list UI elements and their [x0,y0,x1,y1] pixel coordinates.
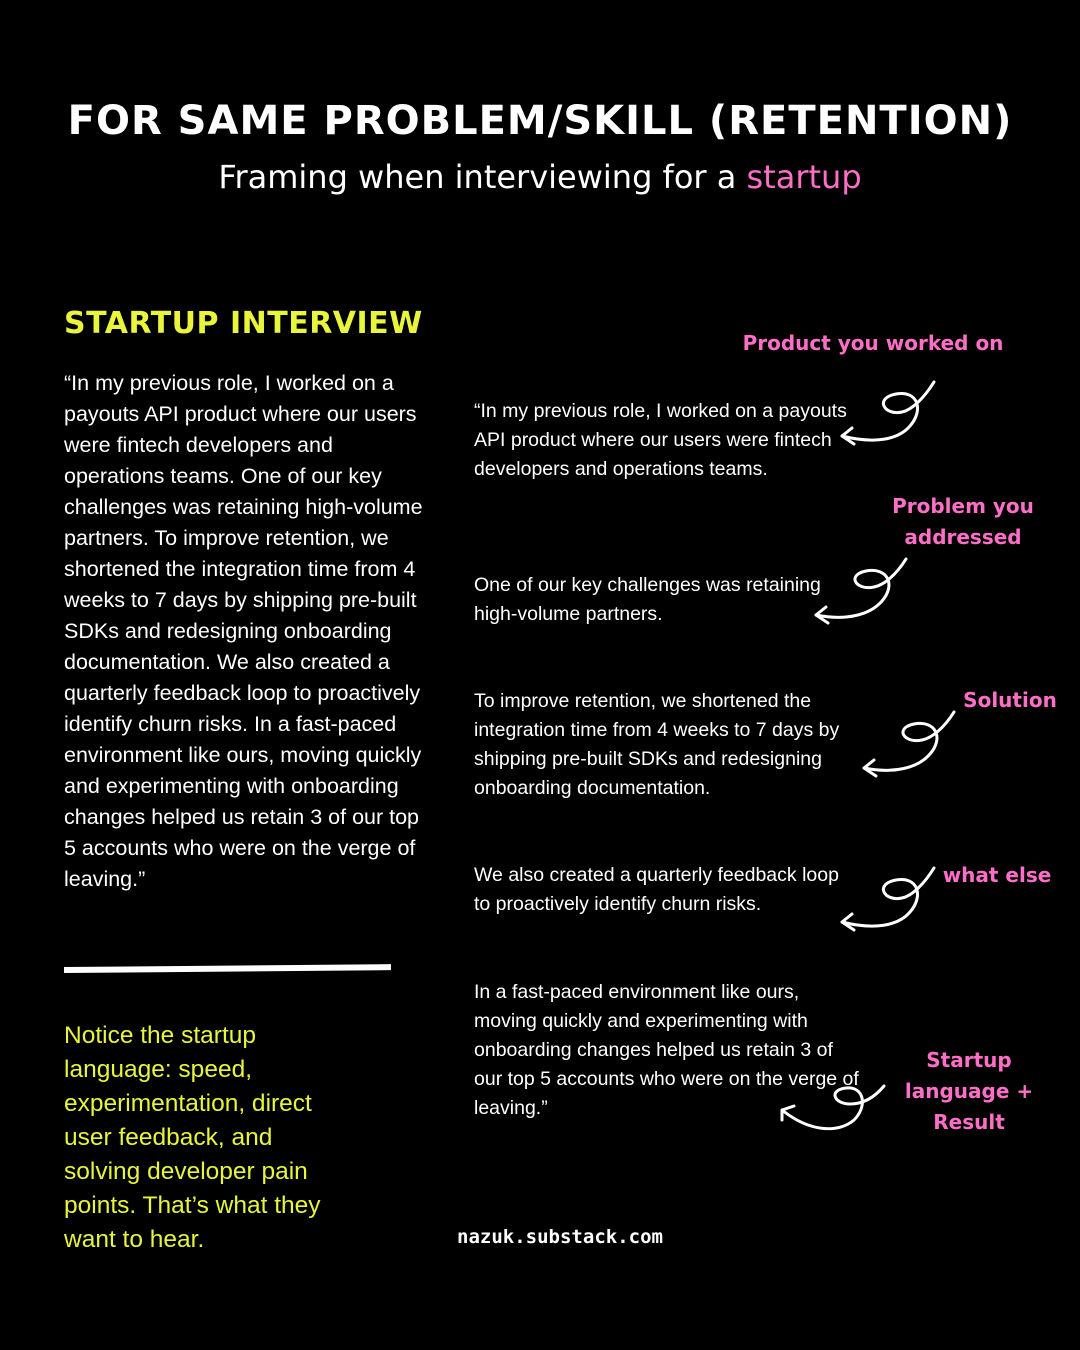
section-heading: STARTUP INTERVIEW [64,306,423,341]
page-subtitle [0,158,1080,196]
label-result: Startup language + Result [904,1048,1034,1134]
label-product: Product you worked on [742,331,1004,355]
startup-language-note: Notice the startup language: speed, experimentation, direct user feedback, and solving developer pain points. That’s what they want to hear. [64,1022,321,1253]
curly-arrow-icon [858,708,968,788]
curly-arrow-icon [810,555,920,635]
page-title: FOR SAME PROBLEM/SKILL (RETENTION) [67,98,1013,144]
breakdown-text-problem: One of our key challenges was retaining high-volume partners. [474,574,821,625]
footer-url: nazuk.substack.com [457,1226,663,1248]
curly-arrow-icon [836,376,946,456]
breakdown-text-product: “In my previous role, I worked on a payouts API product where our users were fintech developers and operations teams. [474,400,847,480]
label-problem: Problem you addressed [892,494,1034,549]
curly-arrow-icon [776,1076,890,1140]
full-answer-quote: “In my previous role, I worked on a payouts API product where our users were fintech developers and operations teams. One of our key challenges was retaining high-volume partners. To improve retention, we shortened the integration time from 4 weeks to 7 days by shipping pre-built SDKs and redesigning onboarding documentation. We also created a quarterly feedback loop to proactively identify churn risks. In a fast-paced environment like ours, moving quickly and experimenting with onboarding changes helped us retain 3 of our top 5 accounts who were on the verge of leaving.” [64,371,423,891]
breakdown-text-what-else: We also created a quarterly feedback loop to proactively identify churn risks. [474,864,839,915]
breakdown-text-solution: To improve retention, we shortened the integration time from 4 weeks to 7 days by shipping pre-built SDKs and redesigning onboarding documentation. [474,690,840,799]
label-what-else: what else [942,863,1052,887]
curly-arrow-icon [836,862,946,942]
label-solution: Solution [963,688,1057,712]
divider [64,964,391,973]
subtitle-accent: startup [746,158,862,196]
breakdown-text-result: In a fast-paced environment like ours, moving quickly and experimenting with onboarding changes helped us retain 3 of our top 5 accounts who were on the verge of leaving.” [474,981,859,1119]
subtitle-prefix: Framing when interviewing for a [218,158,747,196]
